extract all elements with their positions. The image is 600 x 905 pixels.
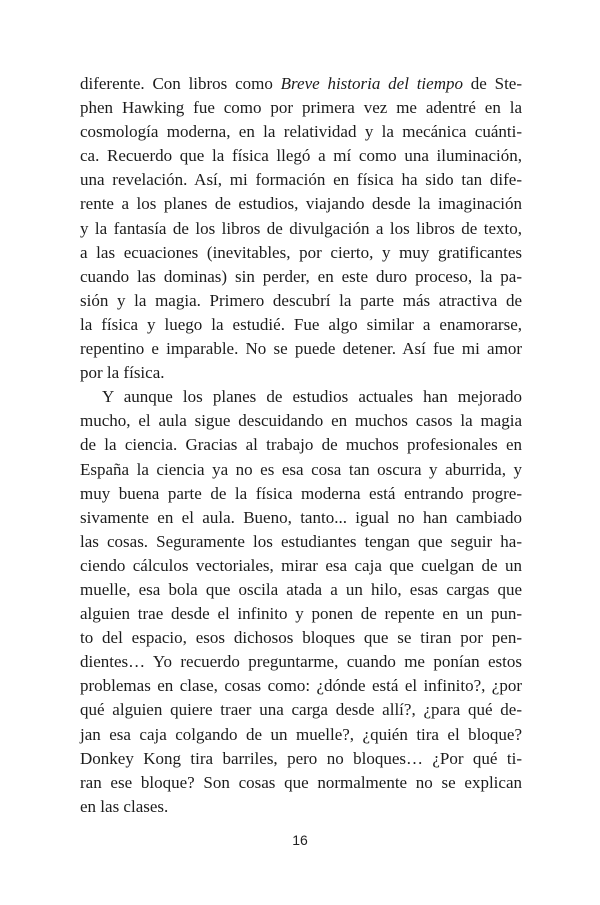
text-segment: diferente. Con libros como <box>80 74 281 93</box>
text-line <box>80 578 522 602</box>
text-segment: repentino e imparable. No se puede detener. Así fue mi amor <box>80 339 522 359</box>
text-segment: mucho, el aula sigue descuidando en muchos casos la magia <box>80 411 522 431</box>
text-segment: Y aunque los planes de estudios actuales han mejorado <box>102 387 522 407</box>
text-line <box>80 241 522 265</box>
text-segment: cuando las dominas) sin perder, en este duro proceso, la pa- <box>80 266 522 286</box>
text-segment: la física y luego la estudié. Fue algo similar a enamorarse, <box>80 314 522 334</box>
text-line <box>80 723 522 747</box>
text-line <box>80 217 522 241</box>
text-segment: las cosas. Seguramente los estudiantes tengan que seguir ha- <box>80 531 522 551</box>
text-segment: de Ste- <box>462 74 522 93</box>
text-line <box>80 96 522 120</box>
text-line <box>80 530 522 554</box>
text-segment: ciendo cálculos vectoriales, mirar esa caja que cuelgan de un <box>80 555 522 575</box>
text-line <box>80 313 522 337</box>
text-segment: sivamente en el aula. Bueno, tanto... igual no han cambiado <box>80 507 522 527</box>
text-segment: to del espacio, esos dichosos bloques que se tiran por pen- <box>80 628 522 648</box>
text-segment: una revelación. Así, mi formación en física ha sido tan dife- <box>80 170 522 190</box>
text-line <box>80 698 522 722</box>
text-segment: ran ese bloque? Son cosas que normalmente no se explican <box>80 772 522 792</box>
text-line <box>80 482 522 506</box>
text-segment: ca. Recuerdo que la física llegó a mí como una iluminación, <box>80 146 522 166</box>
text-line <box>80 72 522 96</box>
text-line <box>80 361 522 385</box>
text-line <box>80 506 522 530</box>
text-segment: de la ciencia. Gracias al trabajo de muchos profesionales en <box>80 435 522 455</box>
text-line <box>80 795 522 819</box>
paragraph <box>80 72 522 385</box>
text-line <box>80 144 522 168</box>
text-segment: cosmología moderna, en la relatividad y la mecánica cuánti- <box>80 122 522 142</box>
text-segment: España la ciencia ya no es esa cosa tan oscura y aburrida, y <box>80 459 522 479</box>
text-line <box>80 265 522 289</box>
text-line <box>80 650 522 674</box>
text-segment: a las ecuaciones (inevitables, por cierto, y muy gratificantes <box>80 242 522 262</box>
text-segment: phen Hawking fue como por primera vez me adentré en la <box>80 98 522 118</box>
text-line <box>80 289 522 313</box>
text-line <box>80 747 522 771</box>
text-segment: rente a los planes de estudios, viajando desde la imaginación <box>80 194 522 214</box>
text-line <box>80 458 522 482</box>
page-number: 16 <box>292 832 308 848</box>
text-segment: alguien trae desde el infinito y ponen de repente en un pun- <box>80 604 522 624</box>
text-line <box>80 385 522 409</box>
text-segment: dientes… Yo recuerdo preguntarme, cuando me ponían estos <box>80 652 522 672</box>
paragraph <box>80 385 522 819</box>
text-segment: y la fantasía de los libros de divulgación a los libros de texto, <box>80 218 522 238</box>
text-line <box>80 626 522 650</box>
text-segment: problemas en clase, cosas como: ¿dónde está el infinito?, ¿por <box>80 676 522 696</box>
text-line <box>80 120 522 144</box>
text-line <box>80 602 522 626</box>
text-line <box>80 337 522 361</box>
body-text <box>80 72 522 819</box>
text-line <box>80 192 522 216</box>
text-segment: qué alguien quiere traer una carga desde allí?, ¿para qué de- <box>80 700 522 720</box>
book-title-italic: Breve historia del tiempo <box>280 74 463 93</box>
text-segment: en las clases. <box>80 796 169 816</box>
text-segment: jan esa caja colgando de un muelle?, ¿quién tira el bloque? <box>80 724 522 744</box>
text-segment: Donkey Kong tira barriles, pero no bloques… ¿Por qué ti- <box>80 748 522 768</box>
text-line <box>80 409 522 433</box>
text-segment: muelle, esa bola que oscila atada a un hilo, esas cargas que <box>80 579 522 599</box>
text-line <box>80 433 522 457</box>
text-line <box>80 554 522 578</box>
text-segment: sión y la magia. Primero descubrí la parte más atractiva de <box>80 290 522 310</box>
text-line <box>80 168 522 192</box>
text-segment: por la física. <box>80 363 165 383</box>
text-segment: muy buena parte de la física moderna está entrando progre- <box>80 483 522 503</box>
text-line <box>80 771 522 795</box>
text-line <box>80 674 522 698</box>
